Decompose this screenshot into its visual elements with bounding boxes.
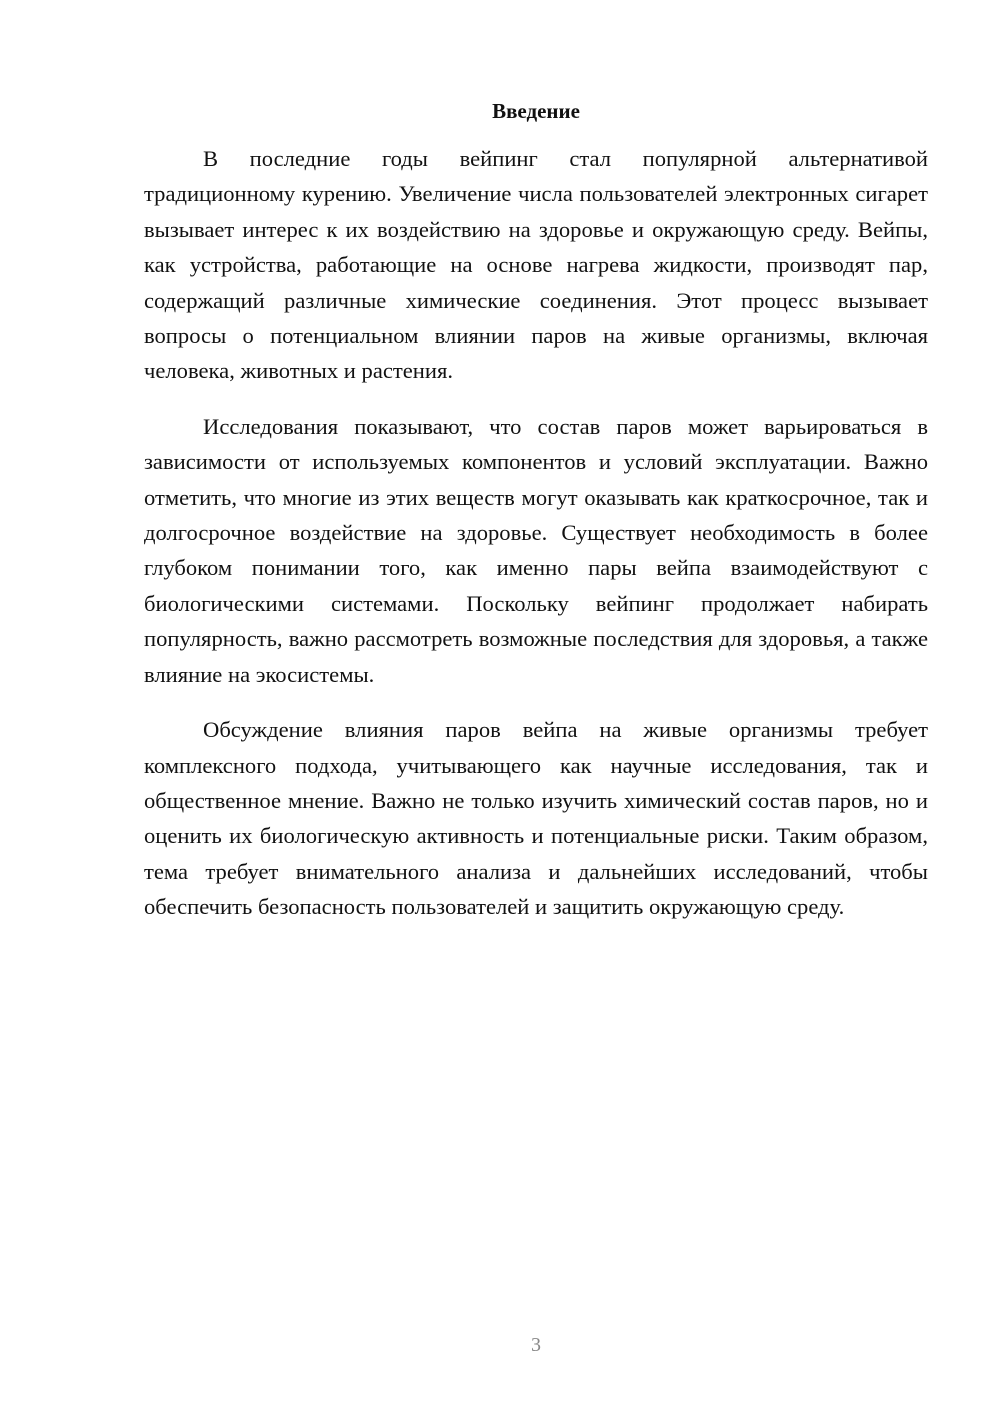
section-title: Введение	[492, 99, 580, 123]
paragraph-1: В последние годы вейпинг стал популярной альтернативой традиционному курению. Увеличение числа пользователей электронных сигарет вызывает интерес к их воздействию на здоровье и окружающую среду. Вейпы, как устройства, работающие на основе нагрева жидкости, производят пар, содержащий различные химические соединения. Этот процесс вызывает вопросы о потенциальном влиянии паров на живые организмы, включая человека, животных и растения.	[144, 146, 928, 384]
paragraph-3: Обсуждение влияния паров вейпа на живые организмы требует комплексного подхода, учитывающего как научные исследования, так и общественное мнение. Важно не только изучить химический состав паров, но и оценить их биологическую активность и потенциальные риски. Таким образом, тема требует внимательного анализа и дальнейших исследований, чтобы обеспечить безопасность пользователей и защитить окружающую среду.	[144, 717, 928, 920]
page-number: 3	[531, 1334, 541, 1356]
page-content	[144, 94, 928, 945]
paragraph-2: Исследования показывают, что состав паров может варьироваться в зависимости от используемых компонентов и условий эксплуатации. Важно отметить, что многие из этих веществ могут оказывать как краткосрочное, так и долгосрочное воздействие на здоровье. Существует необходимость в более глубоком понимании того, как именно пары вейпа взаимодействуют с биологическими системами. Поскольку вейпинг продолжает набирать популярность, важно рассмотреть возможные последствия для здоровья, а также влияние на экосистемы.	[144, 413, 928, 687]
